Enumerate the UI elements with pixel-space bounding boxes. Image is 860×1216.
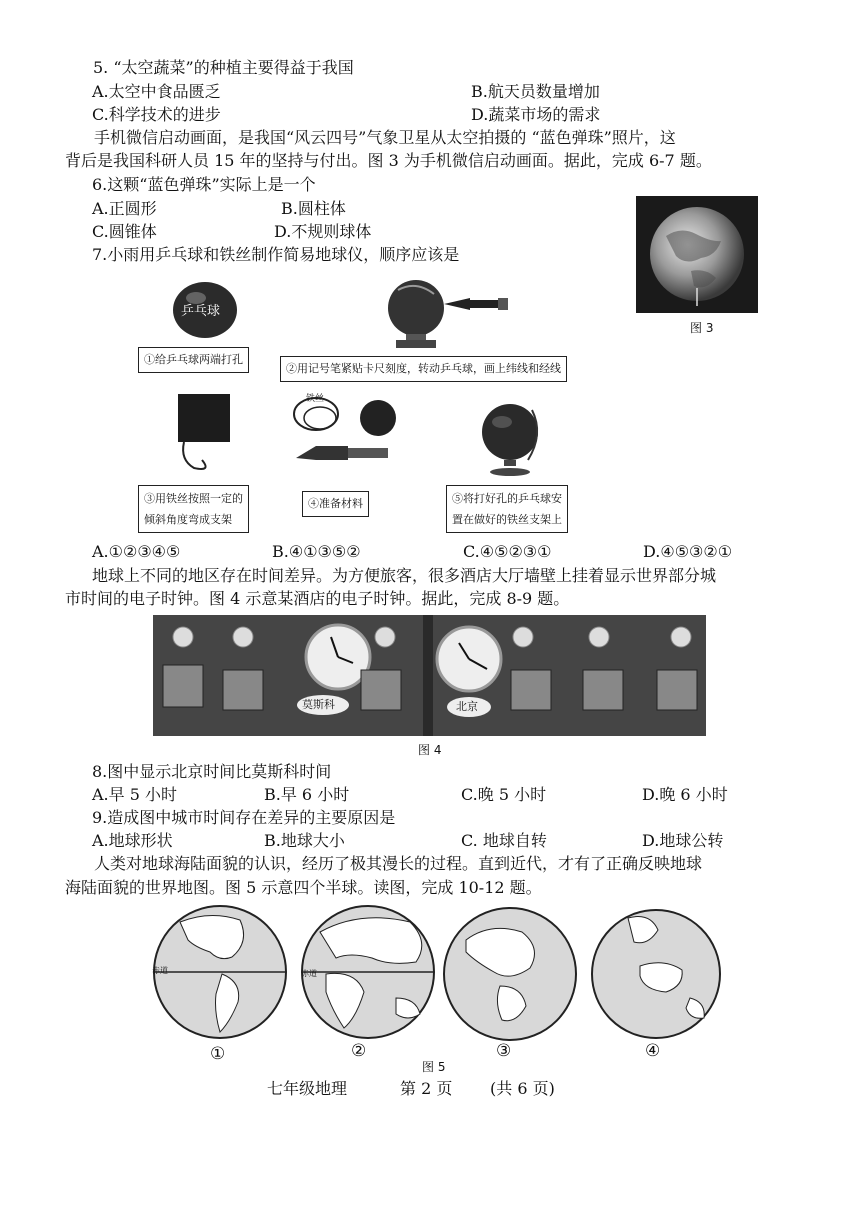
fig5-number-1: ①	[210, 1044, 226, 1064]
fig5-number-4: ④	[645, 1041, 661, 1061]
q7-materials-image	[286, 388, 398, 474]
q6-option-b: B.圆柱体	[281, 199, 346, 218]
intro-8-9-line2: 市时间的电子时钟。图 4 示意某酒店的电子时钟。据此，完成 8-9 题。	[65, 589, 570, 608]
hemisphere-1	[154, 906, 286, 1038]
q7-step4-box	[302, 491, 369, 517]
q5-stem: 5. “太空蔬菜”的种植主要得益于我国	[93, 58, 354, 77]
fig3-earth-photo	[636, 196, 758, 313]
q7-step5-box	[446, 485, 568, 533]
q7-wire-frame-image	[172, 390, 236, 474]
q7-option-d: D.④⑤③②①	[643, 542, 733, 561]
q9-option-d: D.地球公转	[642, 831, 724, 850]
q7-step5-line2: 置在做好的铁丝支架上	[452, 513, 562, 526]
q9-option-c: C. 地球自转	[461, 831, 547, 850]
q7-step2-text: ②用记号笔紧贴卡尺刻度，转动乒乓球，画上纬线和经线	[286, 362, 561, 375]
q6-stem: 6.这颗“蓝色弹珠”实际上是一个	[92, 175, 316, 194]
q7-step1-text: ①给乒乓球两端打孔	[144, 353, 243, 366]
fig5-hemispheres-image	[150, 902, 730, 1042]
q7-step2-box	[280, 356, 567, 382]
fig3-caption: 图 3	[690, 321, 714, 335]
intro-10-12-line2: 海陆面貌的世界地图。图 5 示意四个半球。读图，完成 10-12 题。	[65, 878, 542, 897]
fig5-number-3: ③	[496, 1041, 512, 1061]
earth-image	[636, 196, 758, 313]
q7-option-a: A.①②③④⑤	[92, 542, 181, 561]
q7-finished-globe-image	[474, 398, 548, 478]
q8-option-b: B.早 6 小时	[264, 785, 350, 804]
hemisphere-3	[444, 908, 576, 1040]
fig4-clock-wall-photo	[153, 615, 706, 736]
fig5-equator-label-1: 赤道	[152, 966, 168, 975]
hemisphere-4	[592, 910, 720, 1038]
q7-step4-text: ④准备材料	[308, 497, 363, 510]
q7-step5-line1: ⑤将打好孔的乒乓球安	[452, 492, 562, 505]
ball-text: 乒乓球	[181, 304, 221, 319]
q6-option-c: C.圆锥体	[92, 222, 157, 241]
intro-10-12-line1: 人类对地球海陆面貌的认识，经历了极其漫长的过程。直到近代，才有了正确反映地球	[94, 854, 703, 873]
q5-option-d: D.蔬菜市场的需求	[471, 105, 601, 124]
wire-text: 铁丝	[306, 394, 325, 404]
q5-option-b: B.航天员数量增加	[471, 82, 600, 101]
q7-globe-and-pen-image	[378, 274, 518, 354]
fig4-label-moscow: 莫斯科	[302, 698, 335, 711]
intro-8-9-line1: 地球上不同的地区存在时间差异。为方便旅客，很多酒店大厅墙壁上挂着显示世界部分城	[92, 566, 717, 585]
q7-step3-line1: ③用铁丝按照一定的	[144, 492, 243, 505]
q7-option-b: B.④①③⑤②	[272, 542, 361, 561]
q8-option-d: D.晚 6 小时	[642, 785, 728, 804]
fig4-caption: 图 4	[418, 743, 442, 757]
q8-option-a: A.早 5 小时	[92, 785, 177, 804]
q7-option-c: C.④⑤②③①	[463, 542, 552, 561]
q7-step3-box	[138, 485, 249, 533]
q8-option-c: C.晚 5 小时	[461, 785, 547, 804]
q7-step3-line2: 倾斜角度弯成支架	[144, 513, 232, 526]
footer-subject: 七年级地理	[267, 1079, 348, 1098]
q7-stem: 7.小雨用乒乓球和铁丝制作简易地球仪，顺序应该是	[92, 245, 460, 264]
q9-stem: 9.造成图中城市时间存在差异的主要原因是	[92, 808, 396, 827]
q8-stem: 8.图中显示北京时间比莫斯科时间	[92, 762, 332, 781]
q5-option-a: A.太空中食品匮乏	[92, 82, 221, 101]
fig4-label-beijing: 北京	[456, 700, 478, 713]
fig5-caption: 图 5	[422, 1060, 446, 1074]
q5-option-c: C.科学技术的进步	[92, 105, 221, 124]
hemisphere-2	[302, 906, 434, 1038]
intro-6-7-line1: 手机微信启动画面，是我国“风云四号”气象卫星从太空拍摄的 “蓝色弹珠”照片，这	[94, 128, 676, 147]
intro-6-7-line2: 背后是我国科研人员 15 年的坚持与付出。图 3 为手机微信启动画面。据此，完成 6-7 题。	[65, 151, 712, 170]
q9-option-a: A.地球形状	[92, 831, 173, 850]
fig5-equator-label-2: 赤道	[301, 969, 317, 978]
q6-option-a: A.正圆形	[92, 199, 157, 218]
q6-option-d: D.不规则球体	[274, 222, 372, 241]
fig5-number-2: ②	[351, 1041, 367, 1061]
q9-option-b: B.地球大小	[264, 831, 345, 850]
footer-page: 第 2 页	[400, 1079, 453, 1098]
footer-total: (共 6 页)	[490, 1079, 555, 1098]
q7-step1-box	[138, 347, 249, 373]
